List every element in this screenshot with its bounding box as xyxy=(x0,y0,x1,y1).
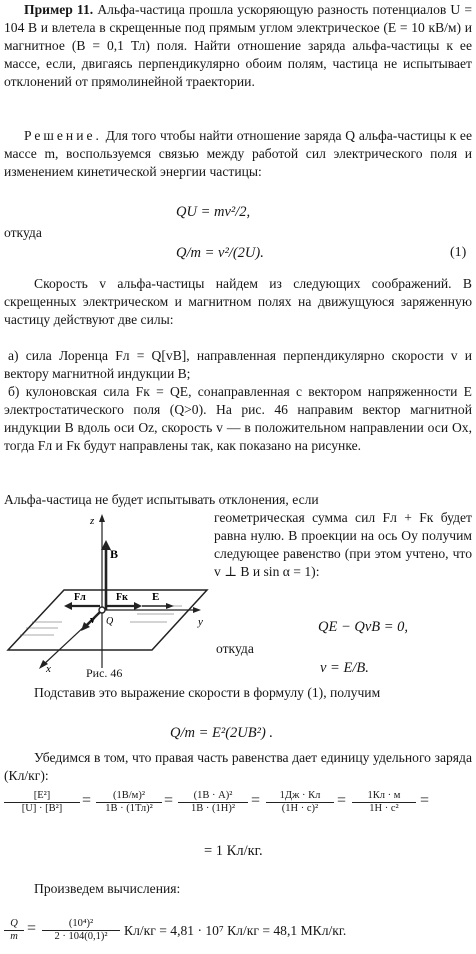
problem-text: Альфа-частица прошла ускоряющую разность потенциалов U = 104 В и влетела в скрещенные под прямым углом электрическое (E = 10 кВ/м) и магнитное (B = 0,1 Тл) поля. Найти отношение заряда альфа-частицы к ее массе, если, двигаясь перпендикулярно обоим полям, частица не испытывает отклонений от прямолинейной траектории. xyxy=(4,2,473,89)
units-fraction-4 xyxy=(266,790,334,815)
units-paragraph: Убедимся в том, что правая часть равенства дает единицу удельного заряда (Кл/кг): xyxy=(4,750,472,783)
solution-intro xyxy=(4,127,472,181)
units-fraction-1 xyxy=(4,790,80,815)
label-fl: Fл xyxy=(74,592,86,603)
word-otkuda-2: откуда xyxy=(216,641,254,656)
z-axis-arrowhead xyxy=(99,514,105,522)
units-fraction-1-den: [U] · [B²] xyxy=(21,803,63,814)
label-fk: Fк xyxy=(116,592,128,603)
units-fraction-5-num: 1Кл · м xyxy=(352,790,416,803)
fk-vector-arrowhead xyxy=(134,602,142,610)
equals-sign-1: = xyxy=(82,792,92,809)
units-fraction-3 xyxy=(178,790,248,815)
equals-sign-3: = xyxy=(251,792,261,809)
particle-dot xyxy=(99,607,105,613)
units-fraction-2-num: (1В/м)² xyxy=(96,790,162,803)
e-vector-arrowhead xyxy=(166,603,174,609)
units-fraction-3-den: 1В · (1Н)² xyxy=(191,803,235,814)
calc-den: 2 · 104(0,1)² xyxy=(54,931,108,942)
figure-46 xyxy=(2,510,212,675)
calc-tail: Кл/кг = 4,81 · 10⁷ Кл/кг = 48,1 МКл/кг. xyxy=(124,923,347,938)
units-fraction-4-den: (1Н · с)² xyxy=(281,803,319,814)
y-axis-arrowhead xyxy=(193,607,201,613)
equation-energy: QU = mv²/2, xyxy=(176,204,251,220)
solution-heading: Решение. xyxy=(24,128,102,143)
fl-vector-arrowhead xyxy=(64,602,72,610)
units-fraction-5-den: 1Н · с² xyxy=(369,803,399,814)
equation-speed: v = E/B. xyxy=(320,660,369,676)
label-v: v xyxy=(90,615,95,626)
label-z: z xyxy=(90,515,95,527)
equation-result: Q/m = E²(2UB²) . xyxy=(170,725,274,741)
calc-lhs-num: Q xyxy=(4,918,24,931)
units-result: = 1 Кл/кг. xyxy=(204,843,263,859)
units-fraction-5 xyxy=(352,790,416,815)
units-fraction-1-num: [E²] xyxy=(4,790,80,803)
units-fraction-2 xyxy=(96,790,162,815)
equals-sign-2: = xyxy=(164,792,174,809)
calc-lhs-den: m xyxy=(10,931,18,942)
label-y: y xyxy=(198,616,203,628)
figure-caption: Рис. 46 xyxy=(86,666,123,680)
calc-equals-sign: = xyxy=(27,920,37,937)
equation-ratio: Q/m = v²/(2U). xyxy=(176,245,264,261)
units-fraction-3-num: (1В · А)² xyxy=(178,790,248,803)
label-e: E xyxy=(152,591,160,603)
label-b: B xyxy=(110,547,119,561)
units-fraction-4-num: 1Дж · Кл xyxy=(266,790,334,803)
substitution-paragraph: Подставив это выражение скорости в формулу (1), получим xyxy=(34,685,381,700)
solution-text: Для того чтобы найти отношение заряда Q альфа-частицы к ее массе m, воспользуемся связью между работой сил электрического поля и изменением кинетической энергии частицы: xyxy=(4,128,472,179)
equals-sign-4: = xyxy=(337,792,347,809)
calc-fraction xyxy=(42,918,120,943)
calc-paragraph: Произведем вычисления: xyxy=(34,881,181,896)
label-q: Q xyxy=(106,616,114,627)
item-lorentz: а) сила Лоренца Fл = Q[vB], направленная перпендикулярно скорости v и вектору магнитной индукции B; xyxy=(4,348,472,381)
equation-balance: QE − QvB = 0, xyxy=(318,619,409,635)
calc-num: (10⁴)² xyxy=(42,918,120,931)
deflection-line: Альфа-частица не будет испытывать отклонения, если xyxy=(4,492,319,507)
equals-sign-5: = xyxy=(420,792,430,809)
word-otkuda-1: откуда xyxy=(4,225,42,240)
label-x: x xyxy=(46,663,51,675)
problem-statement xyxy=(4,1,472,91)
equation-number-1: (1) xyxy=(450,245,467,260)
calc-lhs-fraction xyxy=(4,918,24,943)
example-heading: Пример 11. xyxy=(24,2,94,17)
units-fraction-2-den: 1В · (1Тл)² xyxy=(105,803,153,814)
speed-paragraph: Скорость v альфа-частицы найдем из следующих соображений. В скрещенных электрическом и магнитном полях на движущуюся заряженную частицу действуют две силы: xyxy=(4,276,472,327)
deflection-condition: геометрическая сумма сил Fл + Fк будет равна нулю. В проекции на ось Oy получим следующее равенство (при этом учтено, что v ⊥ B и sin α = 1): xyxy=(214,510,472,579)
item-coulomb: б) кулоновская сила Fк = QE, сонаправленная с вектором напряженности E электростатического поля (Q>0). На рис. 46 направим вектор магнитной индукции B вдоль оси Oz, скорость v — в положительном направлении оси Ox, тогда Fл и Fк будут направлены так, как показано на рисунке. xyxy=(4,384,472,453)
